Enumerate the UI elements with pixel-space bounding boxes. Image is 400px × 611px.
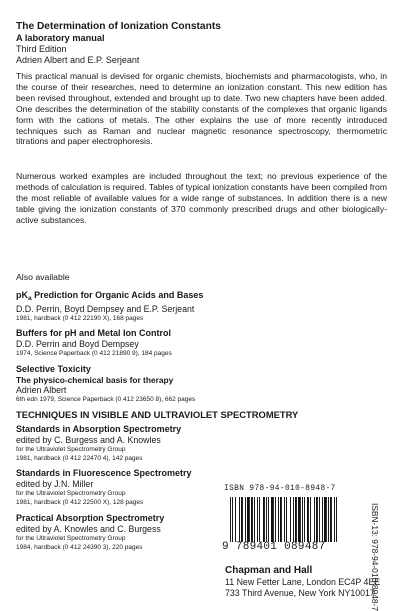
vertical-isbn: ISBN-13: 978-94-010-8948-7 (370, 503, 380, 611)
book-entry-details: 1984, hardback (0 412 24390 3), 220 pages (16, 543, 143, 551)
book-entry-editors: edited by C. Burgess and A. Knowles (16, 435, 161, 445)
book-entry (16, 328, 316, 359)
also-available-heading: Also available (16, 272, 70, 282)
barcode-digits: 9 789401 089487 (222, 541, 326, 553)
book-entry (16, 290, 316, 324)
book-entry-title: Practical Absorption Spectrometry (16, 513, 165, 523)
description-paragraph: This practical manual is devised for organic chemists, biochemists and pharmacologists, who, in the course of their researches, need to determine an ionization constant. This new edition has been revised throughout, extended and brought up to date. Two new chapters have been added. One describes the determination of the stability constants of the complexes that organic ligands form with the cations of metals. The other explains the use of more recently introduced techniques such as Raman and nuclear magnetic resonance spectroscopy, thermometric titrations and paper electrophoresis. (16, 71, 387, 147)
book-entry-details: 1981, hardback (0 412 22190 X), 168 pages (16, 315, 144, 322)
book-entry-group: for the Ultraviolet Spectrometry Group (16, 446, 126, 453)
publisher-name: Chapman and Hall (225, 565, 313, 576)
book-entry-details: 1981, hardback (0 412 22470 4), 142 pages (16, 454, 143, 462)
barcode (222, 485, 368, 561)
book-entry-details: 6th edn 1979, Science Paperback (0 412 23650 8), 662 pages (16, 396, 196, 403)
book-entry-title: Selective Toxicity (16, 364, 91, 374)
book-entry-title: $pK_a$ Prediction for Organic Acids and Bases (16, 290, 204, 302)
book-entry-editors: edited by A. Knowles and C. Burgess (16, 524, 161, 534)
book-edition: Third Edition (16, 44, 67, 54)
book-subtitle: A laboratory manual (16, 33, 105, 43)
book-entry-authors: D.D. Perrin and Boyd Dempsey (16, 339, 139, 349)
publisher-address: 733 Third Avenue, New York NY10017 (225, 588, 375, 598)
book-entry-details: 1981, hardback (0 412 22500 X), 128 pages (16, 498, 144, 506)
barcode-isbn-text: ISBN 978-94-010-8948-7 (224, 485, 336, 493)
book-title: The Determination of Ionization Constants (16, 21, 221, 32)
book-entry-editors: edited by J.N. Miller (16, 479, 94, 489)
book-entry-group: for the Ultraviolet Spectrometry Group (16, 490, 126, 497)
book-authors: Adrien Albert and E.P. Serjeant (16, 55, 140, 65)
book-entry-title: Standards in Fluorescence Spectrometry (16, 468, 192, 478)
book-entry (16, 364, 316, 405)
book-entry-group: for the Ultraviolet Spectrometry Group (16, 535, 126, 542)
book-entry (16, 424, 316, 463)
book-entry-authors: Adrien Albert (16, 385, 67, 395)
series-heading: TECHNIQUES IN VISIBLE AND ULTRAVIOLET SPECTROMETRY (16, 409, 299, 420)
description-paragraph: Numerous worked examples are included throughout the text; no previous experience of the methods of calculation is required. Tables of typical ionization constants have been compiled from the most reliable of available values for a wide range of substances. In addition there is a new table giving the ionization constants of 370 commonly prescribed drugs and other biologically-active substances. (16, 171, 387, 225)
publisher-address: 11 New Fetter Lane, London EC4P 4EE (225, 577, 381, 587)
book-entry-authors: D.D. Perrin, Boyd Dempsey and E.P. Serjeant (16, 304, 195, 314)
book-entry-title: Buffers for pH and Metal Ion Control (16, 328, 171, 338)
book-entry-title: Standards in Absorption Spectrometry (16, 424, 182, 434)
barcode-bars (230, 497, 362, 542)
book-entry-details: 1974, Science Paperback (0 412 21890 9), 184 pages (16, 350, 172, 357)
book-entry-subtitle: The physico-chemical basis for therapy (16, 375, 174, 385)
